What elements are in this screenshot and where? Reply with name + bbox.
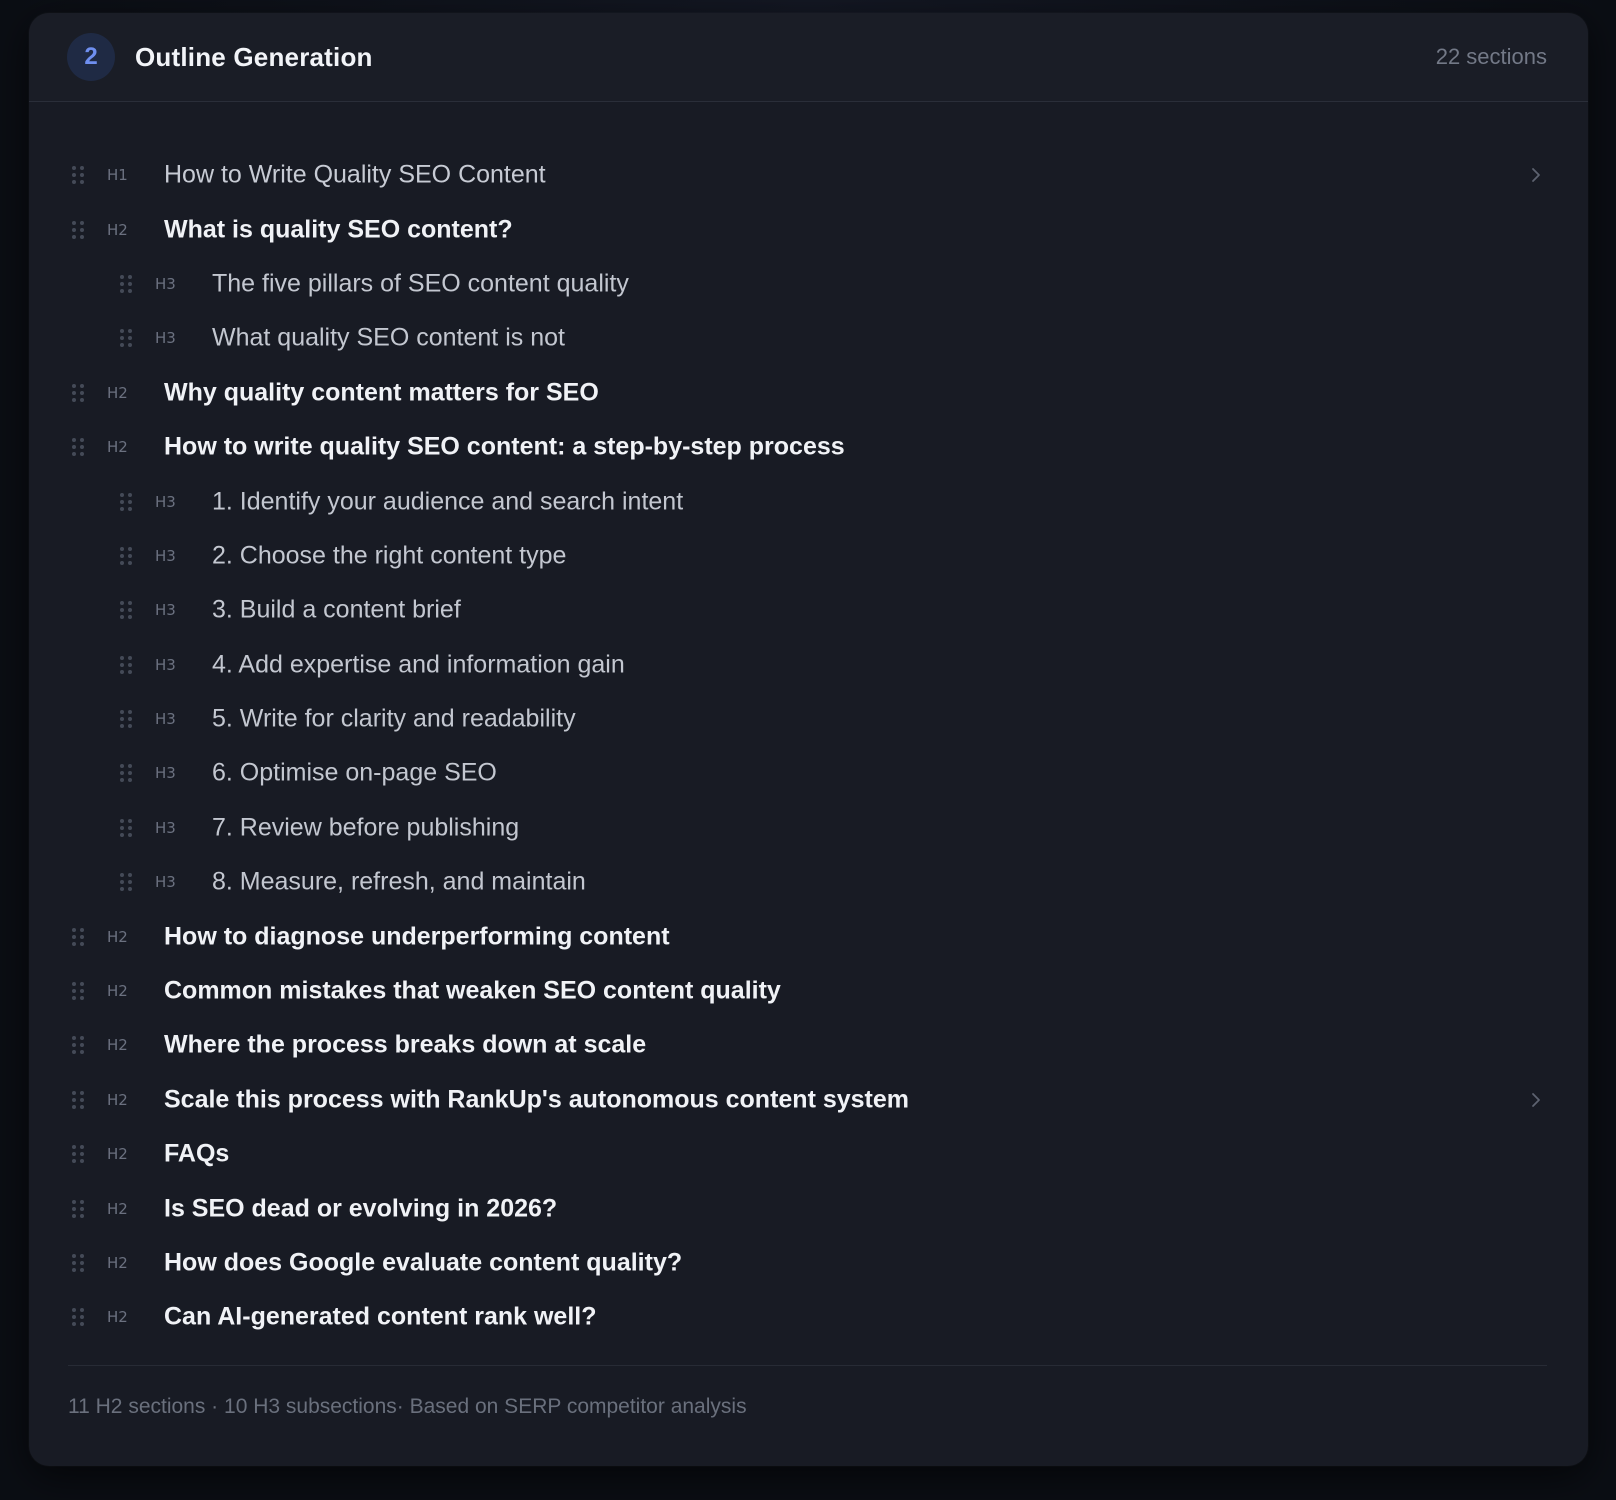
- heading-level-label: H2: [107, 1145, 128, 1164]
- outline-item[interactable]: [29, 202, 1588, 256]
- outline-item-text[interactable]: FAQs: [164, 1139, 230, 1168]
- outline-summary: 11 H2 sections · 10 H3 subsections· Based on SERP competitor analysis: [68, 1365, 1547, 1419]
- drag-handle-icon[interactable]: [120, 329, 132, 347]
- outline-item[interactable]: [29, 366, 1588, 420]
- outline-item[interactable]: [29, 474, 1588, 528]
- heading-level-label: H2: [107, 1199, 128, 1218]
- drag-handle-icon[interactable]: [120, 819, 132, 837]
- outline-item-text[interactable]: Can AI-generated content rank well?: [164, 1302, 597, 1331]
- outline-item-text[interactable]: 4. Add expertise and information gain: [212, 650, 625, 679]
- outline-item[interactable]: [29, 420, 1588, 474]
- outline-item[interactable]: [29, 692, 1588, 746]
- drag-handle-icon[interactable]: [120, 656, 132, 674]
- drag-handle-icon[interactable]: [72, 1308, 84, 1326]
- outline-item[interactable]: [29, 1127, 1588, 1181]
- drag-handle-icon[interactable]: [120, 547, 132, 565]
- heading-level-label: H3: [155, 818, 176, 837]
- drag-handle-icon[interactable]: [120, 275, 132, 293]
- outline-item-text[interactable]: Where the process breaks down at scale: [164, 1030, 647, 1059]
- heading-level-label: H3: [155, 710, 176, 729]
- heading-level-label: H3: [155, 601, 176, 620]
- heading-level-label: H3: [155, 546, 176, 565]
- drag-handle-icon[interactable]: [72, 1254, 84, 1272]
- heading-level-label: H1: [107, 166, 128, 185]
- outline-item-text[interactable]: 6. Optimise on-page SEO: [212, 758, 497, 787]
- heading-level-label: H3: [155, 492, 176, 511]
- heading-level-label: H2: [107, 220, 128, 239]
- outline-item[interactable]: [29, 257, 1588, 311]
- heading-level-label: H2: [107, 438, 128, 457]
- outline-item-text[interactable]: Scale this process with RankUp's autonomous content system: [164, 1085, 910, 1114]
- outline-item[interactable]: [29, 638, 1588, 692]
- outline-item[interactable]: [29, 311, 1588, 365]
- heading-level-label: H2: [107, 1254, 128, 1272]
- drag-handle-icon[interactable]: [120, 710, 132, 728]
- chevron-right-icon[interactable]: [1526, 165, 1546, 185]
- card-header: [29, 13, 1588, 102]
- outline-item[interactable]: [29, 148, 1588, 202]
- outline-item[interactable]: [29, 1236, 1588, 1290]
- outline-item-text[interactable]: How does Google evaluate content quality?: [164, 1248, 683, 1277]
- outline-item-text[interactable]: 8. Measure, refresh, and maintain: [212, 867, 586, 896]
- drag-handle-icon[interactable]: [72, 384, 84, 402]
- heading-level-label: H2: [107, 982, 128, 1001]
- outline-item[interactable]: [29, 1018, 1588, 1072]
- outline-item[interactable]: [29, 529, 1588, 583]
- drag-handle-icon[interactable]: [72, 982, 84, 1000]
- outline-item-text[interactable]: 7. Review before publishing: [212, 813, 520, 842]
- outline-item-text[interactable]: Is SEO dead or evolving in 2026?: [164, 1194, 558, 1223]
- heading-level-label: H3: [155, 764, 176, 783]
- step-number-badge: 2: [67, 33, 115, 81]
- drag-handle-icon[interactable]: [72, 166, 84, 184]
- outline-item-text[interactable]: Why quality content matters for SEO: [164, 378, 599, 407]
- heading-level-label: H2: [107, 927, 128, 946]
- outline-item[interactable]: [29, 964, 1588, 1018]
- drag-handle-icon[interactable]: [72, 1036, 84, 1054]
- outline-item-text[interactable]: How to diagnose underperforming content: [164, 922, 670, 951]
- outline-item-text[interactable]: How to write quality SEO content: a step-by-step process: [164, 432, 845, 461]
- heading-level-label: H3: [155, 873, 176, 892]
- section-count: 22 sections: [1435, 44, 1547, 69]
- heading-level-label: H3: [155, 655, 176, 674]
- outline-item[interactable]: [29, 746, 1588, 800]
- outline-item[interactable]: [29, 1073, 1588, 1127]
- outline-item-text[interactable]: What quality SEO content is not: [212, 323, 565, 352]
- card-title: Outline Generation: [135, 41, 373, 72]
- outline-list: [29, 148, 1588, 1345]
- drag-handle-icon[interactable]: [120, 493, 132, 511]
- outline-item-text[interactable]: What is quality SEO content?: [164, 215, 513, 244]
- outline-item[interactable]: [29, 801, 1588, 855]
- heading-level-label: H2: [107, 1308, 128, 1327]
- heading-level-label: H3: [155, 329, 176, 348]
- outline-item[interactable]: [29, 855, 1588, 909]
- outline-item[interactable]: [29, 583, 1588, 637]
- outline-item[interactable]: [29, 909, 1588, 963]
- drag-handle-icon[interactable]: [120, 601, 132, 619]
- outline-item-text[interactable]: 3. Build a content brief: [212, 595, 461, 624]
- outline-item-text[interactable]: 1. Identify your audience and search intent: [212, 487, 684, 516]
- outline-card: [29, 13, 1588, 1466]
- outline-item[interactable]: [29, 1290, 1588, 1344]
- heading-level-label: H3: [155, 274, 176, 293]
- drag-handle-icon[interactable]: [120, 764, 132, 782]
- drag-handle-icon[interactable]: [72, 438, 84, 456]
- heading-level-label: H2: [107, 1090, 128, 1109]
- outline-item-text[interactable]: Common mistakes that weaken SEO content quality: [164, 976, 781, 1005]
- outline-item-text[interactable]: How to Write Quality SEO Content: [164, 160, 546, 189]
- outline-item-text[interactable]: 2. Choose the right content type: [212, 541, 567, 570]
- outline-item[interactable]: [29, 1181, 1588, 1235]
- drag-handle-icon[interactable]: [72, 221, 84, 239]
- outline-item-text[interactable]: 5. Write for clarity and readability: [212, 704, 576, 733]
- drag-handle-icon[interactable]: [72, 1091, 84, 1109]
- drag-handle-icon[interactable]: [120, 873, 132, 891]
- drag-handle-icon[interactable]: [72, 1145, 84, 1163]
- drag-handle-icon[interactable]: [72, 928, 84, 946]
- drag-handle-icon[interactable]: [72, 1200, 84, 1218]
- heading-level-label: H2: [107, 383, 128, 402]
- chevron-right-icon[interactable]: [1526, 1090, 1546, 1110]
- outline-item-text[interactable]: The five pillars of SEO content quality: [212, 269, 629, 298]
- heading-level-label: H2: [107, 1036, 128, 1055]
